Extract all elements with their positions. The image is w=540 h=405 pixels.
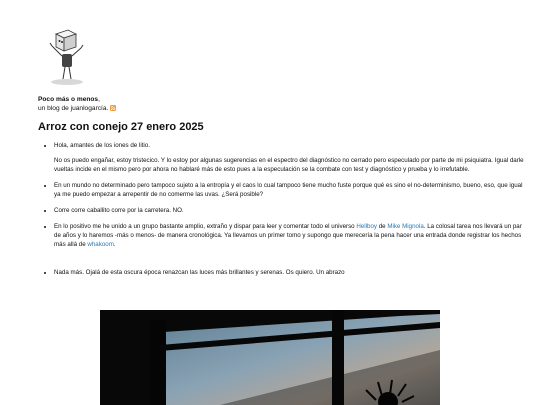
site-name-suffix: , [98, 96, 100, 103]
blog-mascot-logo [40, 24, 90, 88]
rss-icon[interactable] [110, 105, 116, 111]
mike-mignola-link[interactable]: Mike Mignola [387, 223, 424, 230]
window-sky-photo [100, 310, 440, 405]
site-name-link[interactable]: Poco más o menos [38, 96, 99, 103]
post-title: Arroz con conejo 27 enero 2025 [38, 121, 204, 133]
site-header [38, 95, 116, 113]
whakoom-link[interactable]: whakoom [87, 241, 114, 248]
list-item [54, 222, 524, 249]
hellboy-link[interactable]: Hellboy [356, 223, 377, 230]
paragraph-greeting: • Hola, amantes de los iones de litio. [54, 142, 150, 149]
list-item: • Corre corre caballito corre por la carretera. NO. [54, 206, 524, 215]
hellboy-text-1: En lo positivo me he unido a un grupo bastante amplio, extraño y dispar para leer y comentar todo el universo [54, 223, 357, 230]
hellboy-text-3: . La colosal tarea nos llevará un par de años y lo haremos -más o menos- de manera cronológica. Ya llevamos un primer tomo y supongo que merecería la pena hacer una entrada donde registrar los hechos más allá de [54, 223, 522, 248]
hellboy-text-2: de [376, 223, 388, 230]
post-photo [100, 310, 440, 405]
paragraph-psychiatry: No os puedo engañar, estoy tristecico. Y lo estoy por algunas sugerencias en el espectro del diagnóstico no cerrado pero especulado por parte de mi psiquiatra. Igual darle vueltas incide en el mismo pero por ahora no hablaré más de esto pues a la especulación se la combate con test y diagnóstico y prueba y lo irrefutable. [54, 157, 524, 173]
list-item: • En un mundo no determinado pero tampoco sujeto a la entropía y el caos lo cual tampoco tiene mucho fuste porque qué es sino el no-determinismo, bueno, eso, que igual ya me puedo empezar a arrepentir de no comerme las uvas. ¿Será posible? [54, 181, 524, 199]
list-item: • Nada más. Ojalá de esta oscura época renazcan las luces más brillantes y serenas. Os quiero. Un abrazo [54, 268, 524, 277]
hellboy-text-4: . [113, 241, 116, 248]
site-tagline: un blog de juanlogarcía. [38, 105, 109, 112]
list-item [54, 141, 524, 174]
post-body-list [38, 141, 524, 284]
